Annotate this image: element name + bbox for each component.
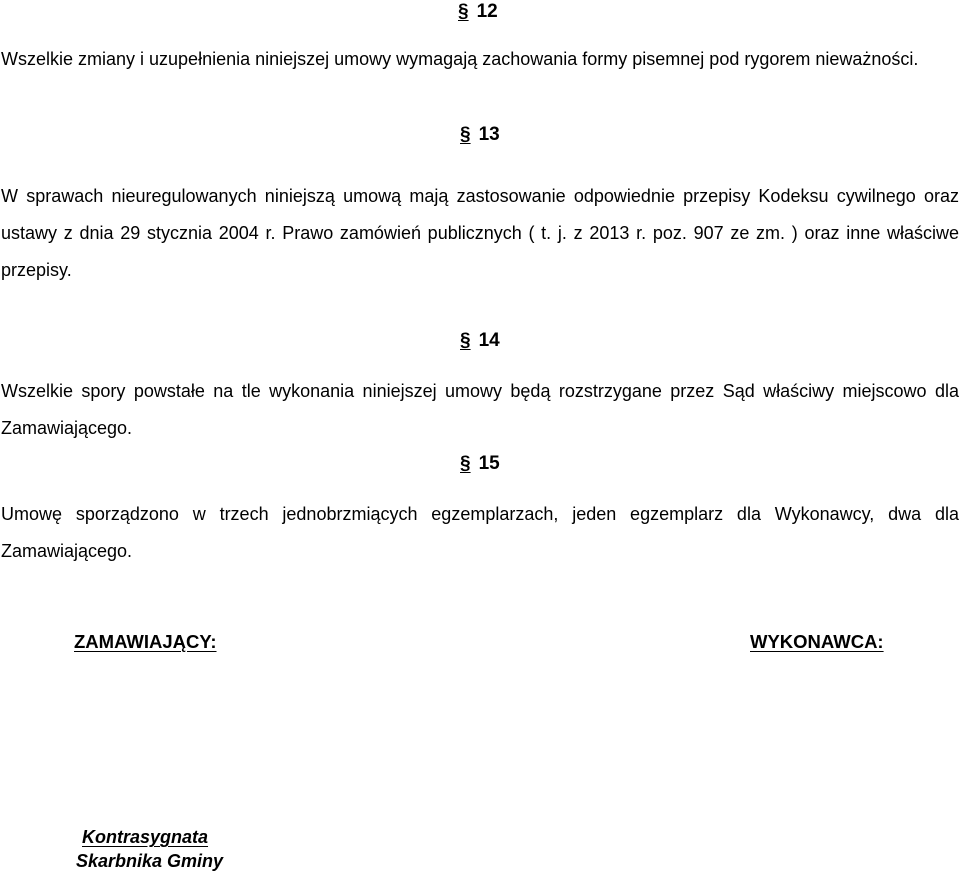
section-heading-12 xyxy=(458,1,498,23)
section-symbol: § xyxy=(460,330,471,351)
section-text-15: Umowę sporządzono w trzech jednobrzmiących egzemplarzach, jeden egzemplarz dla Wykonawcy, dwa dla Zamawiającego. xyxy=(1,504,959,561)
section-text-14: Wszelkie spory powstałe na tle wykonania niniejszej umowy będą rozstrzygane przez Sąd właściwy miejscowo dla Zamawiającego. xyxy=(1,381,959,438)
section-number: 12 xyxy=(476,1,498,22)
section-number: 14 xyxy=(478,330,500,351)
section-heading-13 xyxy=(460,124,500,146)
signature-label-wykonawca: WYKONAWCA: xyxy=(750,631,884,652)
section-number: 15 xyxy=(478,453,500,474)
section-text-12: Wszelkie zmiany i uzupełnienia niniejszej umowy wymagają zachowania formy pisemnej pod rygorem nieważności. xyxy=(1,49,919,69)
section-symbol: § xyxy=(460,124,471,145)
countersign-line1: Kontrasygnata xyxy=(82,827,209,847)
section-heading-15 xyxy=(460,453,500,475)
section-symbol: § xyxy=(460,453,471,474)
section-symbol: § xyxy=(458,1,469,22)
section-number: 13 xyxy=(478,124,500,145)
signature-label-zamawiajacy: ZAMAWIAJĄCY: xyxy=(74,631,217,652)
countersign-line2: Skarbnika Gminy xyxy=(76,851,224,871)
section-text-13: W sprawach nieuregulowanych niniejszą umową mają zastosowanie odpowiednie przepisy Kodeksu cywilnego oraz ustawy z dnia 29 stycznia 2004 r. Prawo zamówień publicznych ( t. j. z 2013 r. poz. 907 ze zm. ) oraz inne właściwe przepisy. xyxy=(1,186,959,280)
countersignature-block xyxy=(76,825,223,873)
section-heading-14 xyxy=(460,330,500,352)
